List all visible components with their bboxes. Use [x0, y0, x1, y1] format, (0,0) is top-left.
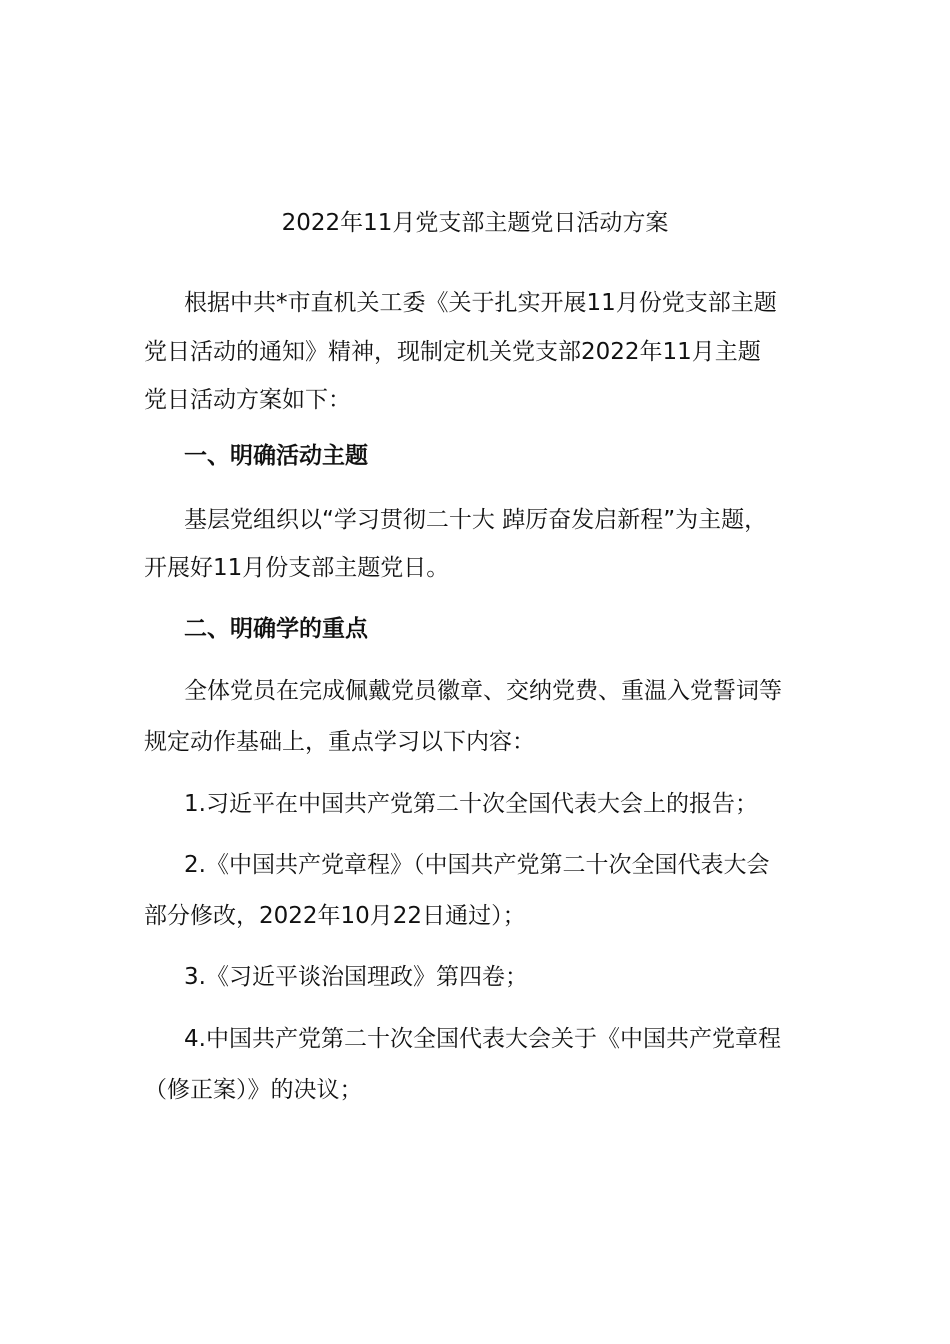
intro-line-2: 党日活动的通知》精神，现制定机关党支部2022年11月主题 [144, 339, 761, 365]
list-item-4-line-2: （修正案）》的决议； [144, 1077, 363, 1103]
list-item-1: 1.习近平在中国共产党第二十次全国代表大会上的报告； [184, 791, 758, 817]
section2-heading: 二、明确学的重点 [184, 616, 368, 642]
section2-line-2: 规定动作基础上，重点学习以下内容： [144, 729, 535, 755]
list-item-2-line-1: 2.《中国共产党章程》（中国共产党第二十次全国代表大会 [184, 852, 770, 878]
intro-line-1: 根据中共*市直机关工委《关于扎实开展11月份党支部主题 [184, 290, 777, 316]
list-item-4-line-1: 4.中国共产党第二十次全国代表大会关于《中国共产党章程 [184, 1026, 781, 1052]
document-title: 2022年11月党支部主题党日活动方案 [281, 210, 669, 236]
section1-line-1: 基层党组织以“学习贯彻二十大 踔厉奋发启新程”为主题， [184, 507, 768, 533]
section1-heading: 一、明确活动主题 [184, 443, 368, 469]
section1-line-2: 开展好11月份支部主题党日。 [144, 555, 450, 581]
list-item-2-line-2: 部分修改，2022年10月22日通过）； [144, 903, 526, 929]
section2-line-1: 全体党员在完成佩戴党员徽章、交纳党费、重温入党誓词等 [184, 678, 782, 704]
intro-line-3: 党日活动方案如下： [144, 387, 351, 413]
list-item-3: 3.《习近平谈治国理政》第四卷； [184, 964, 528, 990]
